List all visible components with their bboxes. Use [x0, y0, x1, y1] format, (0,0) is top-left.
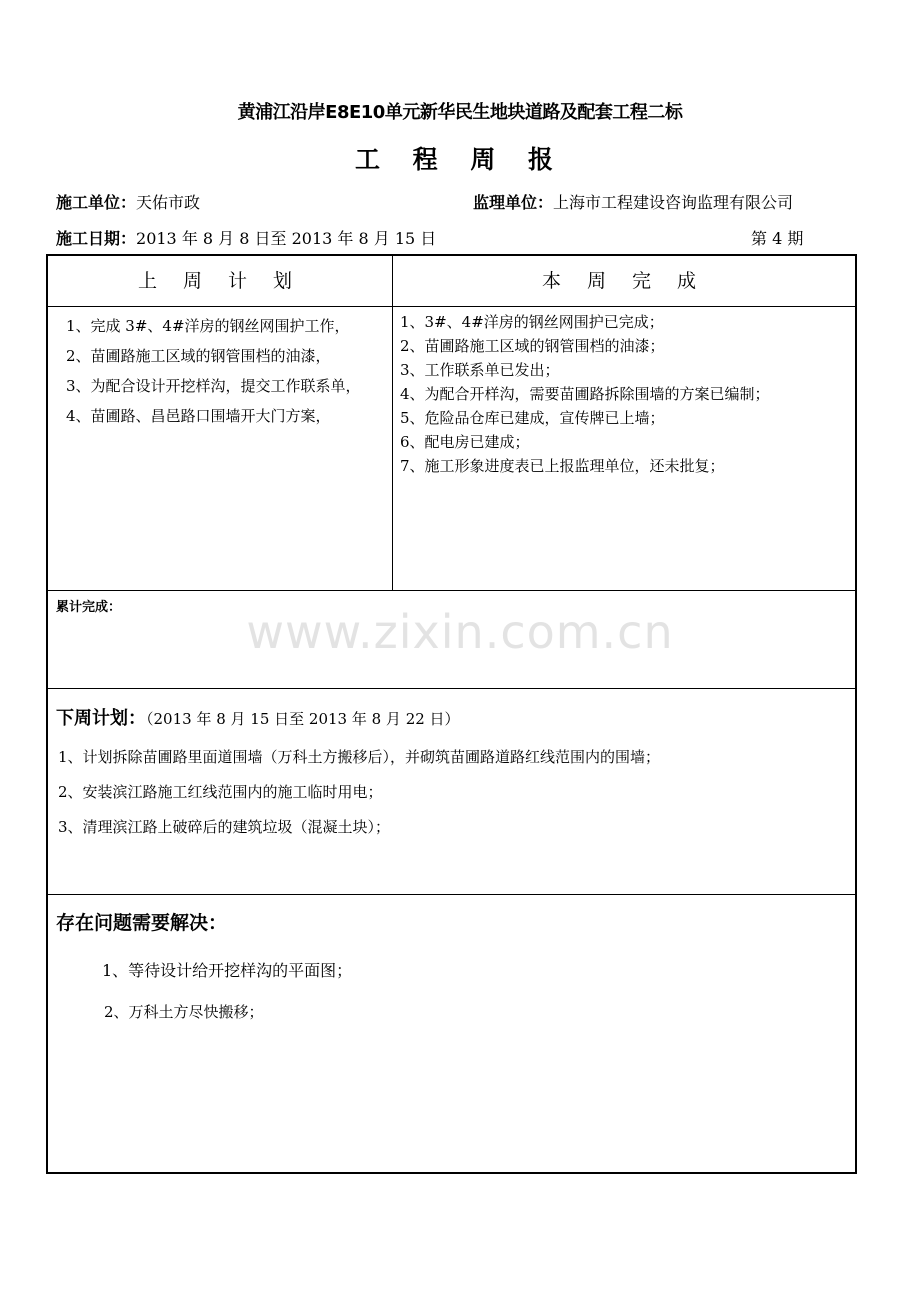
issue-number: 第 4 期 — [751, 229, 804, 248]
supervision-unit-value: 上海市工程建设咨询监理有限公司 — [553, 193, 794, 212]
issues-label: 存在问题需要解决： — [56, 912, 228, 934]
construction-unit — [56, 190, 200, 213]
list-item: 5、危险品仓库已建成，宣传牌已上墙； — [400, 409, 665, 427]
cumulative-label: 累计完成： — [56, 600, 122, 615]
list-item: 2、安装滨江路施工红线范围内的施工临时用电； — [58, 783, 383, 801]
row-divider-1 — [48, 590, 855, 591]
list-item: 1、等待设计给开挖样沟的平面图； — [102, 961, 353, 980]
supervision-unit — [473, 190, 793, 213]
construction-date — [56, 226, 436, 249]
report-table — [46, 254, 857, 1174]
list-item: 6、配电房已建成； — [400, 433, 530, 451]
list-item: 7、施工形象进度表已上报监理单位，还未批复； — [400, 457, 725, 475]
construction-date-label: 施工日期： — [56, 229, 137, 248]
list-item: 1、计划拆除苗圃路里面道围墙（万科土方搬移后），并砌筑苗圃路道路红线范围内的围墙； — [58, 748, 661, 766]
list-item: 2、苗圃路施工区域的钢管围档的油漆， — [66, 347, 331, 365]
column-divider — [392, 256, 393, 590]
next-week-label: 下周计划： — [56, 708, 146, 729]
next-week-range: （2013 年 8 月 15 日至 2013 年 8 月 22 日） — [146, 710, 460, 728]
list-item — [54, 374, 389, 398]
list-item: 4、为配合开样沟，需要苗圃路拆除围墙的方案已编制； — [400, 385, 770, 403]
list-item: 3、清理滨江路上破碎后的建筑垃圾（混凝土块）； — [58, 818, 391, 836]
watermark: www.zixin.com.cn — [246, 605, 674, 659]
next-week-list — [58, 745, 660, 839]
list-item: 1、完成 3#、4#洋房的钢丝网围护工作， — [66, 317, 350, 335]
row-divider-2 — [48, 688, 855, 689]
supervision-unit-label: 监理单位： — [473, 193, 554, 212]
next-week-heading — [56, 704, 460, 730]
construction-unit-label: 施工单位： — [56, 193, 137, 212]
construction-date-value: 2013 年 8 月 8 日至 2013 年 8 月 15 日 — [136, 229, 437, 248]
header-divider — [48, 306, 855, 307]
list-item: 2、苗圃路施工区域的钢管围档的油漆； — [400, 337, 665, 355]
this-week-done-header: 本 周 完 成 — [541, 270, 707, 292]
project-title: 黄浦江沿岸E8E10单元新华民生地块道路及配套工程二标 — [237, 102, 683, 123]
list-item-text: 3、为配合设计开挖样沟，提交工作联系单， — [66, 377, 361, 395]
this-week-done-list — [400, 310, 855, 478]
last-week-plan-header: 上 周 计 划 — [137, 270, 303, 292]
construction-unit-value: 天佑市政 — [136, 193, 201, 212]
list-item: 1、3#、4#洋房的钢丝网围护已完成； — [400, 313, 664, 331]
list-item: 4、苗圃路、昌邑路口围墙开大门方案， — [66, 407, 331, 425]
list-item: 2、万科土方尽快搬移； — [104, 1003, 264, 1021]
list-item: 3、工作联系单已发出； — [400, 361, 560, 379]
last-week-plan-list — [54, 314, 389, 428]
row-divider-3 — [48, 894, 855, 895]
report-title: 工 程 周 报 — [354, 145, 566, 174]
